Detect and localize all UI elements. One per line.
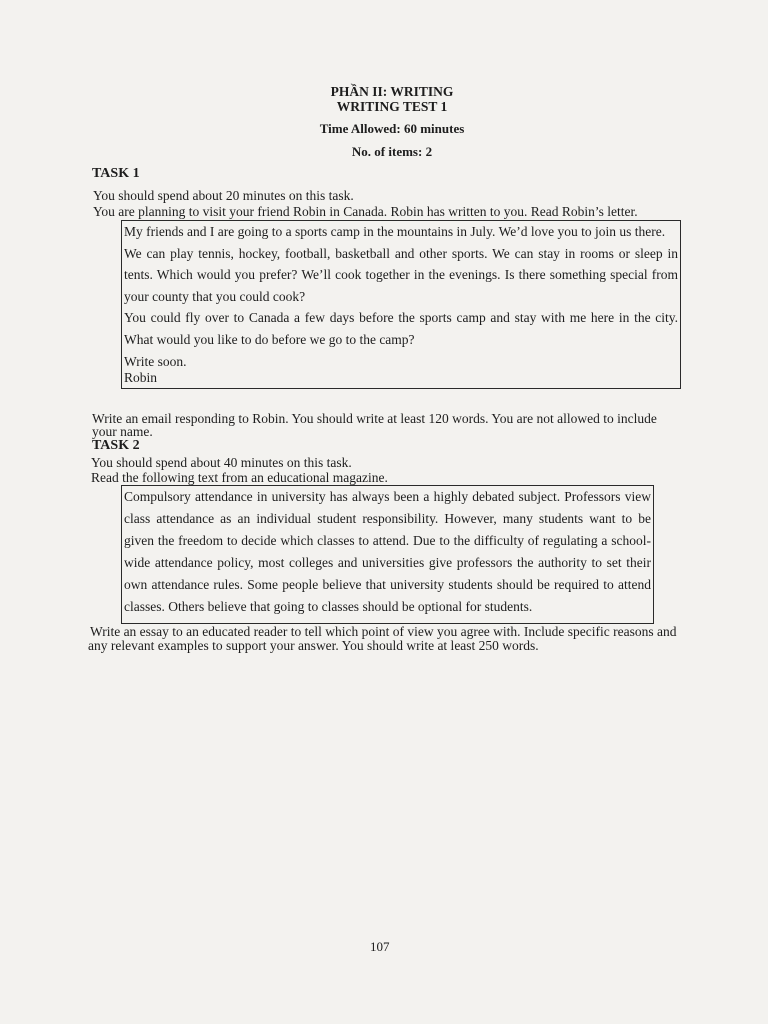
time-allowed: Time Allowed: 60 minutes: [319, 121, 465, 136]
task1-prompt-line-1: Write an email responding to Robin. You should write at least 120 words. You are not allowed to include: [92, 411, 657, 426]
task1-instruction-context: You are planning to visit your friend Robin in Canada. Robin has written to you. Read Robin’s letter.: [93, 204, 638, 219]
robin-letter-box: [121, 220, 681, 389]
letter-closing: Write soon.: [124, 354, 187, 369]
letter-signature: Robin: [124, 370, 158, 385]
magazine-passage: Compulsory attendance in university has always been a highly debated subject. Professors view class attendance as an individual student responsibility. However, many students want to be given the freedom to decide which classes to attend. Due to the difficulty of regulating a school-wide attendance policy, most colleges and universities give professors the authority to set their own attendance rules. Some people believe that university students should be required to attend classes. Others believe that going to classes should be optional for students.: [124, 489, 651, 614]
page-number: 107: [370, 939, 390, 954]
task2-prompt-line-1: Write an essay to an educated reader to tell which point of view you agree with. Include specific reasons and: [90, 624, 677, 639]
letter-paragraph-1: My friends and I are going to a sports camp in the mountains in July. We’d love you to join us there.: [124, 224, 666, 239]
letter-paragraph-2: We can play tennis, hockey, football, basketball and other sports. We can stay in rooms or sleep in tents. Which would you prefer? We’ll cook together in the evenings. Is there something special from your county that you could cook?: [124, 245, 678, 304]
task2-instruction-source: Read the following text from an educational magazine.: [91, 470, 388, 485]
number-of-items: No. of items: 2: [351, 144, 433, 159]
magazine-passage-box: [121, 485, 654, 624]
task1-title: TASK 1: [92, 166, 140, 181]
task1-prompt-line-2: your name.: [92, 424, 153, 439]
task1-instruction-time: You should spend about 20 minutes on this task.: [93, 188, 354, 203]
test-heading: WRITING TEST 1: [336, 99, 448, 114]
task2-title: TASK 2: [92, 438, 140, 453]
task2-instruction-time: You should spend about 40 minutes on this task.: [91, 455, 352, 470]
part-heading: PHẦN II: WRITING: [330, 84, 454, 99]
task2-prompt-line-2: any relevant examples to support your answer. You should write at least 250 words.: [88, 638, 539, 653]
letter-paragraph-3: You could fly over to Canada a few days before the sports camp and stay with me here in the city. What would you like to do before we go to the camp?: [124, 310, 678, 347]
